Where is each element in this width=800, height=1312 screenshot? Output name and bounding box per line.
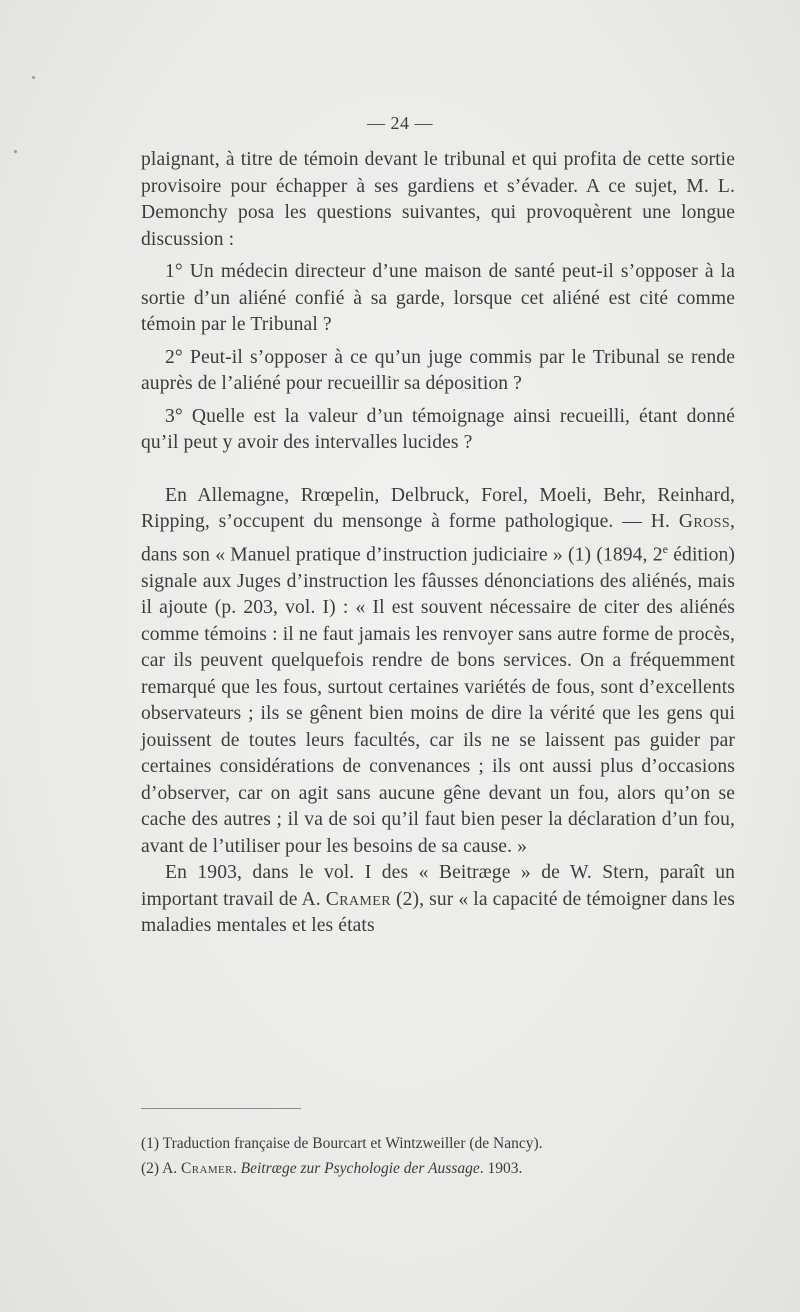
paragraph: En Allemagne, Rrœpelin, Delbruck, Forel, Moeli, Behr, Reinhard, Ripping, s’occupent du mensonge à forme pathologique. — H. Gross, dans son « Manuel pratique d’instruction judiciaire » (1) (1894, 2e édition) signale aux Juges d’instruction les fâusses dénonciations des aliénés, mais il ajoute (p. 203, vol. I) : « Il est souvent nécessaire de citer des aliénés comme témoins : il ne faut jamais les renvoyer sans autre forme de procès, car ils peuvent quelquefois rendre de bons services. On a fréquemment remarqué que les fous, surtout certaines variétés de fous, sont d’excellents observateurs ; ils se gênent bien moins de dire la vérité que les gens qui jouissent de toutes leurs facultés, car ils ne se laissent pas guider par certaines considérations de convenances ; ils ont aussi plus d’occasions d’observer, car on agit sans aucune gêne devant un fou, alors qu’on se cache des autres ; il va de soi qu’il faut bien peser la déclaration d’un fou, avant de l’utiliser pour les besoins de sa cause. » [141,484,736,857]
author-name: Cramer [325,888,391,910]
question-3: 3° Quelle est la valeur d’un témoignage ainsi recueilli, étant donné qu’il peut y avoir des intervalles lucides ? [141,405,735,453]
footnote-2: (2) A. Cramer. Beitræge zur Psychologie der Aussage. 1903. [141,1160,523,1177]
footnotes [141,1131,741,1181]
question-2: 2° Peut-il s’opposer à ce qu’un juge commis par le Tribunal se rende auprès de l’aliéné pour recueillir sa déposition ? [141,346,735,394]
author-name: Gross [678,511,731,532]
footnote-1: (1) Traduction française de Bourcart et Wintzweiller (de Nancy). [141,1135,543,1152]
body-text [141,147,735,940]
footnote-divider [141,1108,301,1109]
dust-speck [14,150,17,153]
paragraph: En 1903, dans le vol. I des « Beitræge » de W. Stern, paraît un important travail de A. Cramer (2), sur « la capacité de témoigner dans les maladies mentales et les états [141,862,736,937]
dust-speck [32,76,35,79]
question-1: 1° Un médecin directeur d’une maison de santé peut-il s’opposer à la sortie d’un aliéné confié à sa garde, lorsque cet aliéné est cité comme témoin par le Tribunal ? [141,261,735,335]
paragraph: plaignant, à titre de témoin devant le tribunal et qui profita de cette sortie provisoire pour échapper à ses gardiens et s’évader. A ce sujet, M. L. Demonchy posa les questions suivantes, qui provoquèrent une longue discussion : [141,149,735,250]
page-number: — 24 — [367,113,433,133]
